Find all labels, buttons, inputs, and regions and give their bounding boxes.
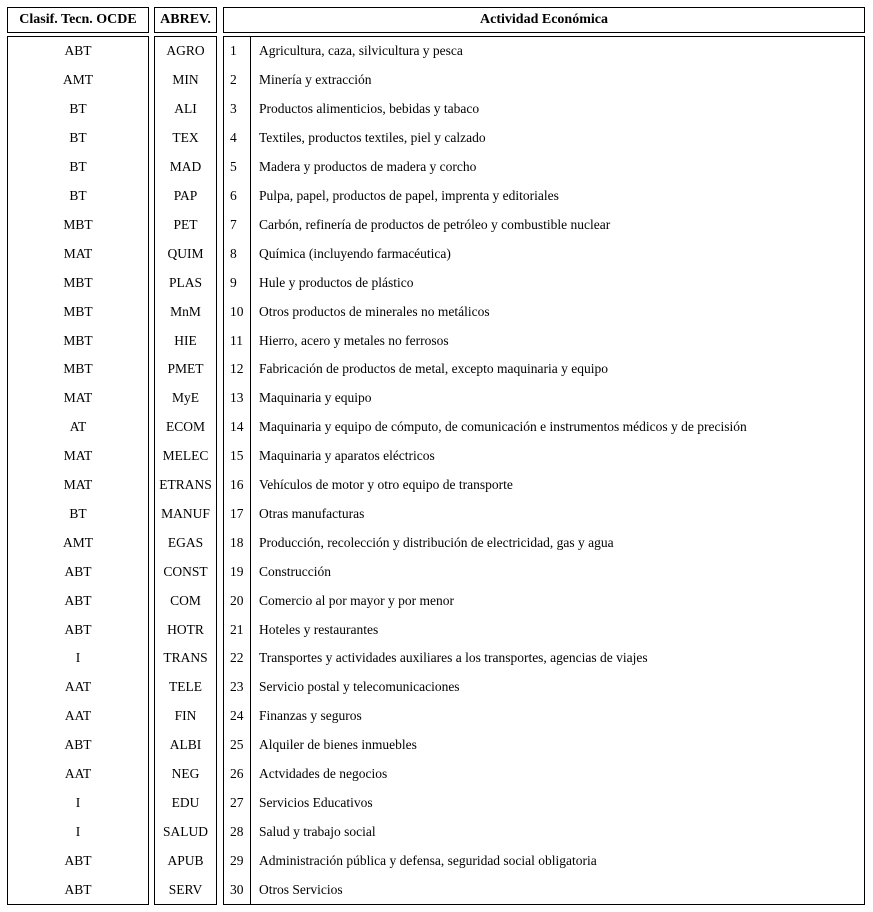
table-body xyxy=(7,36,865,905)
actividad-row xyxy=(224,442,864,471)
actividad-row xyxy=(224,500,864,529)
actividad-label: Producción, recolección y distribución de electricidad, gas y agua xyxy=(259,534,614,550)
clasif-cell: BT xyxy=(69,187,87,203)
table-header-row xyxy=(7,7,865,33)
clasif-cell: MAT xyxy=(63,477,93,493)
actividad-label: Servicio postal y telecomunicaciones xyxy=(259,679,460,695)
row-number: 11 xyxy=(224,326,251,355)
abrev-cell: HOTR xyxy=(167,621,204,637)
row-number: 1 xyxy=(224,37,251,66)
abrev-cell: ALBI xyxy=(169,737,202,753)
actividad-label: Productos alimenticios, bebidas y tabaco xyxy=(259,101,480,117)
abrev-cell: ETRANS xyxy=(159,477,212,493)
clasif-cell: MAT xyxy=(63,390,93,406)
row-number: 2 xyxy=(224,66,251,95)
actividad-label: Hierro, acero y metales no ferrosos xyxy=(259,332,449,348)
row-number: 20 xyxy=(224,586,251,615)
abrev-cell: MELEC xyxy=(162,448,209,464)
clasif-cell: BT xyxy=(69,159,87,175)
actividad-label: Servicios Educativos xyxy=(259,795,373,811)
row-number: 17 xyxy=(224,500,251,529)
actividad-row xyxy=(224,37,864,66)
row-number: 4 xyxy=(224,124,251,153)
row-number: 18 xyxy=(224,528,251,557)
clasif-cell: BT xyxy=(69,505,87,521)
clasif-cell: MBT xyxy=(63,361,93,377)
row-number: 16 xyxy=(224,471,251,500)
row-number: 29 xyxy=(224,846,251,875)
abrev-cell: ECOM xyxy=(165,419,205,435)
abrev-cell: SERV xyxy=(168,881,203,897)
actividad-row xyxy=(224,182,864,211)
header-actividad-economica: Actividad Económica xyxy=(223,7,865,33)
clasif-cell: BT xyxy=(69,130,87,146)
abrev-cell: MANUF xyxy=(161,505,210,521)
abrev-cell: TRANS xyxy=(163,650,208,666)
abrev-cell: APUB xyxy=(167,852,204,868)
actividad-label: Actvidades de negocios xyxy=(259,766,388,782)
actividad-label: Construcción xyxy=(259,563,331,579)
actividad-label: Salud y trabajo social xyxy=(259,823,376,839)
abrev-cell: PAP xyxy=(173,187,198,203)
actividad-label: Química (incluyendo farmacéutica) xyxy=(259,245,451,261)
clasif-cell: ABT xyxy=(64,43,92,59)
actividad-label: Pulpa, papel, productos de papel, imprenta y editoriales xyxy=(259,187,559,203)
row-number: 5 xyxy=(224,153,251,182)
row-number: 13 xyxy=(224,384,251,413)
actividad-row xyxy=(224,731,864,760)
actividad-label: Hoteles y restaurantes xyxy=(259,621,379,637)
row-number: 10 xyxy=(224,297,251,326)
column-abrev-body xyxy=(154,36,217,905)
clasif-cell: ABT xyxy=(64,563,92,579)
actividad-row xyxy=(224,66,864,95)
clasif-cell: AAT xyxy=(64,708,92,724)
clasif-cell: ABT xyxy=(64,592,92,608)
row-number: 27 xyxy=(224,789,251,818)
clasif-cell: I xyxy=(75,823,81,839)
clasif-cell: ABT xyxy=(64,621,92,637)
actividad-row xyxy=(224,615,864,644)
actividad-label: Otros Servicios xyxy=(259,881,343,897)
actividad-label: Administración pública y defensa, seguridad social obligatoria xyxy=(259,852,597,868)
actividad-row xyxy=(224,95,864,124)
actividad-label: Hule y productos de plástico xyxy=(259,274,414,290)
row-number: 8 xyxy=(224,239,251,268)
row-number: 28 xyxy=(224,817,251,846)
row-number: 26 xyxy=(224,760,251,789)
actividad-row xyxy=(224,557,864,586)
actividad-row xyxy=(224,471,864,500)
abrev-cell: MnM xyxy=(170,303,201,319)
actividad-row xyxy=(224,760,864,789)
actividad-row xyxy=(224,702,864,731)
row-number: 22 xyxy=(224,644,251,673)
header-abrev: ABREV. xyxy=(154,7,217,33)
actividad-label: Agricultura, caza, silvicultura y pesca xyxy=(259,43,463,59)
actividad-label: Maquinaria y equipo xyxy=(259,390,372,406)
abrev-cell: QUIM xyxy=(167,245,204,261)
actividad-label: Textiles, productos textiles, piel y calzado xyxy=(259,130,486,146)
row-number: 6 xyxy=(224,182,251,211)
abrev-cell: ALI xyxy=(174,101,197,117)
abrev-cell: PMET xyxy=(167,361,204,377)
actividad-label: Alquiler de bienes inmuebles xyxy=(259,737,417,753)
abrev-cell: SALUD xyxy=(162,823,208,839)
column-clasif-body xyxy=(7,36,149,905)
row-number: 24 xyxy=(224,702,251,731)
actividad-row xyxy=(224,586,864,615)
row-number: 25 xyxy=(224,731,251,760)
clasif-cell: MBT xyxy=(63,216,93,232)
actividad-label: Maquinaria y aparatos eléctricos xyxy=(259,448,435,464)
actividad-label: Maquinaria y equipo de cómputo, de comunicación e instrumentos médicos y de precisión xyxy=(259,419,747,435)
actividad-row xyxy=(224,875,864,904)
clasif-cell: MAT xyxy=(63,245,93,261)
abrev-cell: CONST xyxy=(163,563,208,579)
abrev-cell: COM xyxy=(170,592,201,608)
actividad-label: Comercio al por mayor y por menor xyxy=(259,592,454,608)
abrev-cell: AGRO xyxy=(166,43,205,59)
abrev-cell: MyE xyxy=(172,390,199,406)
abrev-cell: FIN xyxy=(174,708,197,724)
row-number: 3 xyxy=(224,95,251,124)
clasif-cell: AAT xyxy=(64,679,92,695)
header-clasif-tecn-ocde: Clasif. Tecn. OCDE xyxy=(7,7,149,33)
actividad-row xyxy=(224,268,864,297)
abrev-cell: EDU xyxy=(171,795,200,811)
actividad-label: Finanzas y seguros xyxy=(259,708,362,724)
actividad-row xyxy=(224,355,864,384)
clasif-cell: ABT xyxy=(64,881,92,897)
abrev-cell: PLAS xyxy=(168,274,202,290)
row-number: 9 xyxy=(224,268,251,297)
actividad-row xyxy=(224,239,864,268)
clasif-cell: AAT xyxy=(64,766,92,782)
row-number: 23 xyxy=(224,673,251,702)
row-number: 21 xyxy=(224,615,251,644)
actividad-label: Minería y extracción xyxy=(259,72,372,88)
clasif-cell: ABT xyxy=(64,737,92,753)
clasif-cell: AT xyxy=(69,419,87,435)
ocde-classification-table xyxy=(7,7,865,905)
clasif-cell: MBT xyxy=(63,332,93,348)
row-number: 30 xyxy=(224,875,251,904)
actividad-row xyxy=(224,153,864,182)
row-number: 12 xyxy=(224,355,251,384)
abrev-cell: TELE xyxy=(169,679,202,695)
actividad-label: Carbón, refinería de productos de petróleo y combustible nuclear xyxy=(259,216,611,232)
abrev-cell: MIN xyxy=(172,72,199,88)
actividad-label: Madera y productos de madera y corcho xyxy=(259,159,477,175)
actividad-row xyxy=(224,528,864,557)
actividad-row xyxy=(224,124,864,153)
clasif-cell: AMT xyxy=(63,534,93,550)
actividad-label: Otras manufacturas xyxy=(259,505,365,521)
clasif-cell: AMT xyxy=(63,72,93,88)
column-actividad-body xyxy=(223,36,865,905)
actividad-row xyxy=(224,789,864,818)
abrev-cell: TEX xyxy=(172,130,199,146)
clasif-cell: MBT xyxy=(63,274,93,290)
actividad-label: Transportes y actividades auxiliares a los transportes, agencias de viajes xyxy=(259,650,648,666)
row-number: 19 xyxy=(224,557,251,586)
actividad-label: Fabricación de productos de metal, excepto maquinaria y equipo xyxy=(259,361,609,377)
row-number: 14 xyxy=(224,413,251,442)
clasif-cell: ABT xyxy=(64,852,92,868)
abrev-cell: MAD xyxy=(169,159,202,175)
clasif-cell: MAT xyxy=(63,448,93,464)
abrev-cell: NEG xyxy=(171,766,200,782)
row-number: 15 xyxy=(224,442,251,471)
abrev-cell: PET xyxy=(173,216,198,232)
clasif-cell: MBT xyxy=(63,303,93,319)
abrev-cell: EGAS xyxy=(167,534,204,550)
clasif-cell: I xyxy=(75,795,81,811)
actividad-row xyxy=(224,644,864,673)
clasif-cell: I xyxy=(75,650,81,666)
actividad-row xyxy=(224,817,864,846)
actividad-row xyxy=(224,846,864,875)
actividad-row xyxy=(224,384,864,413)
actividad-row xyxy=(224,210,864,239)
actividad-row xyxy=(224,413,864,442)
actividad-row xyxy=(224,673,864,702)
actividad-label: Otros productos de minerales no metálicos xyxy=(259,303,490,319)
row-number: 7 xyxy=(224,210,251,239)
actividad-row xyxy=(224,297,864,326)
abrev-cell: HIE xyxy=(174,332,197,348)
actividad-row xyxy=(224,326,864,355)
clasif-cell: BT xyxy=(69,101,87,117)
actividad-label: Vehículos de motor y otro equipo de transporte xyxy=(259,477,513,493)
